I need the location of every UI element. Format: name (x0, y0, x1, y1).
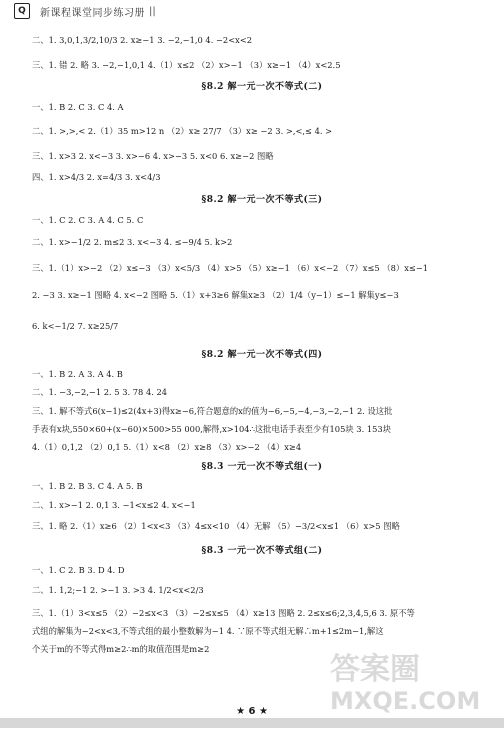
answer-line: 二、1. >,>,< 2.（1）35 m>12 n （2）x≥ 27/7 （3）x≥ −2 3. >,<,≤ 4. > (32, 126, 333, 136)
book-logo-icon: Q (14, 3, 30, 19)
answer-line: 一、1. C 2. C 3. A 4. C 5. C (32, 215, 144, 225)
section-heading: §8.3 一元一次不等式组(一) (201, 462, 323, 472)
answer-line: 一、1. B 2. C 3. C 4. A (32, 102, 124, 112)
section-heading: §8.2 解一元一次不等式(四) (201, 350, 323, 360)
section-heading: §8.3 一元一次不等式组(二) (201, 546, 323, 556)
answer-line: 6. k<−1/2 7. x≥25/7 (32, 321, 119, 331)
header-divider: || (149, 5, 156, 17)
watermark-logo (320, 645, 495, 715)
answer-line: 三、1. 略 2.（1）x≥6 （2）1<x<3 （3）4≤x<10 （4）无解 （5）−3/2<x≤1 （6）x>5 图略 (32, 521, 400, 531)
svg-text:MXQE.COM: MXQE.COM (330, 687, 481, 715)
answer-line: 三、1.（1）x>−2 （2）x≤−3 （3）x<5/3 （4）x>5 （5）x≥−1 （6）x<−2 （7）x≤5 （8）x≤−1 (32, 263, 429, 273)
answer-line: 式组的解集为−2<x<3,不等式组的最小整数解为−1 4. ∵原不等式组无解∴m+1≤2m−1,解这 (32, 626, 384, 636)
section-heading: §8.2 解一元一次不等式(二) (201, 82, 323, 92)
answer-line: 二、1. −3,−2,−1 2. 5 3. 78 4. 24 (32, 387, 168, 397)
answer-line: 手表有x块,550×60+(x−60)×500>55 000,解得,x>104∴这批电话手表至少有105块 3. 153块 (32, 424, 391, 434)
answer-line: 一、1. B 2. B 3. C 4. A 5. B (32, 481, 143, 491)
page-header (0, 0, 504, 22)
svg-text:答案圈: 答案圈 (330, 652, 420, 687)
answer-line: 个关于m的不等式得m≥2∴m的取值范围是m≥2 (32, 644, 210, 654)
answer-line: 四、1. x>4/3 2. x=4/3 3. x<4/3 (32, 172, 161, 182)
section-heading: §8.2 解一元一次不等式(三) (201, 195, 323, 205)
answer-line: 三、1. 错 2. 略 3. −2,−1,0,1 4.（1）x≤2 （2）x>−1 （3）x≥−1 （4）x<2.5 (32, 60, 341, 70)
answer-line: 4.（1）0,1,2 （2）0,1 5.（1）x<8 （2）x≥8 （3）x>−2 （4）x≥4 (32, 442, 302, 452)
book-title: 新课程课堂同步练习册 (40, 7, 145, 19)
answer-line: 一、1. B 2. A 3. A 4. B (32, 369, 123, 379)
answer-line: 三、1. 解不等式6(x−1)≤2(4x+3)得x≥−6,符合题意的x的值为−6,−5,−4,−3,−2,−1 2. 设这批 (32, 406, 393, 416)
answer-line: 2. −3 3. x≥−1 图略 4. x<−2 图略 5.（1）x+3≥6 解集x≥3 （2）1/4（y−1）≤−1 解集y≤−3 (32, 290, 399, 300)
answer-line: 二、1. 3,0,1,3/2,10/3 2. x≥−1 3. −2,−1,0 4. −2<x<2 (32, 35, 253, 45)
answer-line: 一、1. C 2. B 3. D 4. D (32, 565, 125, 575)
answer-line: 三、1. x>3 2. x<−3 3. x>−6 4. x>−3 5. x<0 6. x≥−2 图略 (32, 151, 274, 161)
answer-line: 二、1. 1,2;−1 2. >−1 3. >3 4. 1/2<x<2/3 (32, 585, 204, 595)
answer-line: 二、1. x>−1 2. 0,1 3. −1<x≤2 4. x<−1 (32, 500, 196, 510)
answer-line: 三、1.（1）3<x≤5 （2）−2≤x<3 （3）−2≤x≤5 （4）x≥13 图略 2. 2≤x≤6;2,3,4,5,6 3. 原不等 (32, 608, 415, 618)
footer-bar (0, 718, 504, 728)
answer-line: 二、1. x>−1/2 2. m≤2 3. x<−3 4. ≤−9/4 5. k>2 (32, 237, 233, 247)
page-number: ★ 6 ★ (236, 706, 268, 717)
